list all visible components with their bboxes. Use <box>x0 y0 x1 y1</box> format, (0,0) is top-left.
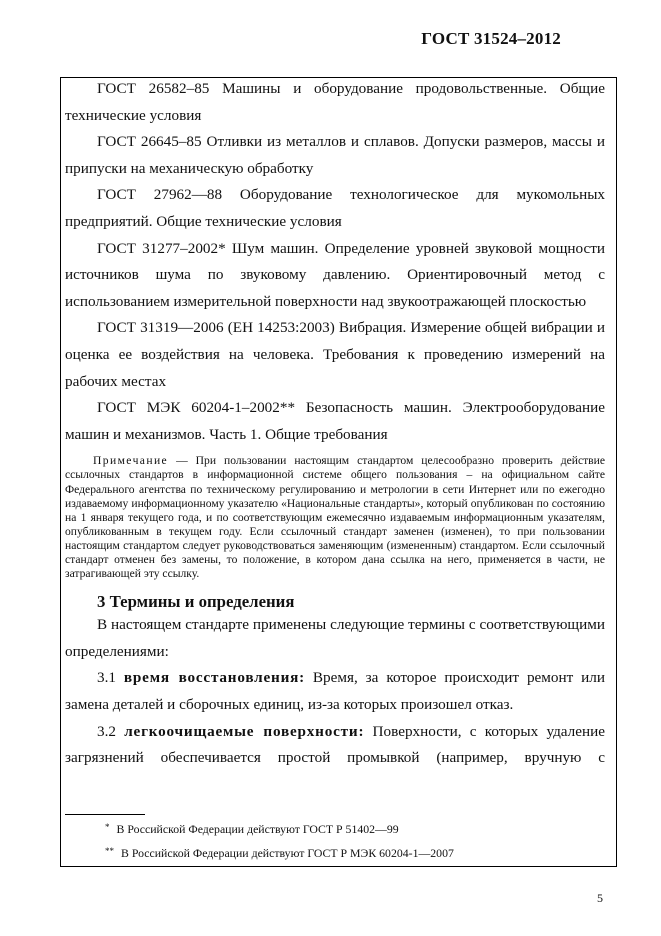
term-definition: Время, за которое происходит ремонт или замена деталей и сборочных единиц, из-за которых произошел отказ. <box>65 669 606 713</box>
footnote-mark: * <box>105 822 110 832</box>
reference-gost-iec-60204: ГОСТ МЭК 60204-1–2002** Безопасность машин. Электрооборудование машин и механизмов. Часть 1. Общие требования <box>65 399 605 443</box>
term-name: время восстановления: <box>123 669 305 687</box>
footnote-separator <box>65 814 145 815</box>
reference-gost-27962: ГОСТ 27962—88 Оборудование технологическое для мукомольных предприятий. Общие технические условия <box>65 186 605 230</box>
term-name: легкоочищаемые поверхности: <box>124 722 365 740</box>
term-number: 3.1 <box>97 669 116 687</box>
note-text: — При пользовании настоящим стандартом целесообразно проверить действие ссылочных стандартов в информационной системе общего пользования – на официальном сайте Федерального агентства по техническому регулированию и метрологии в сети Интернет или по ежегодно издаваемому информационному указателю «Национальные стандарты», который опубликован по состоянию на 1 января текущего года, и по соответствующим ежемесячно издаваемым информационным указателям, опубликованным в текущем году. Если ссылочный стандарт заменен (изменен), то при пользовании настоящим стандартом следует руководствоваться заменяющим (измененным) стандартом. Если ссылочный стандарт отменен без замены, то положение, в котором дана ссылка на него, применяется в части, не затрагивающей эту ссылку. <box>65 454 605 581</box>
section-intro: В настоящем стандарте применены следующие термины с соответствующими определениями: <box>65 616 605 660</box>
section-heading: 3 Термины и определения <box>97 592 295 612</box>
reference-note <box>65 454 605 581</box>
term-definition: Поверхности, с которых удаление загрязнений обеспечивается простой промывкой (например, вручную с <box>65 722 605 767</box>
footnote-text: В Российской Федерации действуют ГОСТ Р 51402—99 <box>116 822 399 836</box>
footnote-2 <box>105 846 454 861</box>
footnote-mark: ** <box>105 846 114 856</box>
term-definition-3-1 <box>65 665 605 718</box>
footnote-1 <box>105 822 399 837</box>
reference-gost-26582: ГОСТ 26582–85 Машины и оборудование продовольственные. Общие технические условия <box>65 80 605 124</box>
reference-gost-31319: ГОСТ 31319—2006 (ЕН 14253:2003) Вибрация. Измерение общей вибрации и оценка ее воздействия на человека. Требования к проведению измерений на рабочих местах <box>65 319 605 390</box>
reference-gost-31277: ГОСТ 31277–2002* Шум машин. Определение уровней звуковой мощности источников шума по звуковому давлению. Ориентировочный метод с использованием измерительной поверхности над звукоотражающей плоскостью <box>65 239 605 310</box>
page-number: 5 <box>597 891 603 905</box>
page-content <box>65 76 605 772</box>
document-header-code: ГОСТ 31524–2012 <box>421 29 561 48</box>
term-definition-3-2 <box>65 719 605 772</box>
term-number: 3.2 <box>97 722 116 740</box>
note-label: Примечание <box>93 454 169 468</box>
footnote-text: В Российской Федерации действуют ГОСТ Р МЭК 60204-1—2007 <box>121 846 454 860</box>
reference-gost-26645: ГОСТ 26645–85 Отливки из металлов и сплавов. Допуски размеров, массы и припуски на механическую обработку <box>65 133 605 177</box>
